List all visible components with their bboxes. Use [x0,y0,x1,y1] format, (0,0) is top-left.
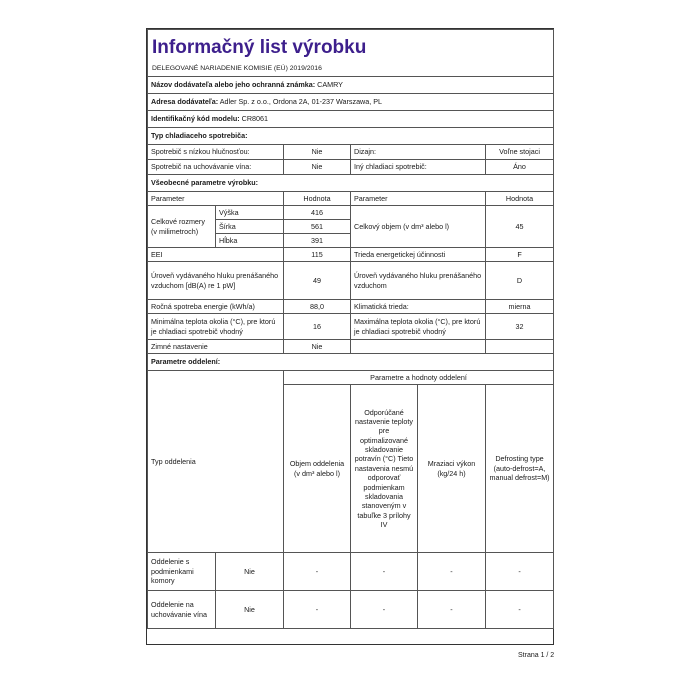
general-header-row [148,192,554,206]
other-appliance-value: Áno [486,160,554,175]
total-volume-label: Celkový objem (v dm³ alebo l) [351,206,486,248]
low-noise-value: Nie [284,145,351,160]
param-header-left: Parameter [148,192,284,206]
type-row [148,145,554,160]
width-label: Šírka [216,220,284,234]
regulation-text: DELEGOVANÉ NARIADENIE KOMISIE (EÚ) 2019/2016 [148,64,554,77]
energy-class-label: Trieda energetickej účinnosti [351,248,486,262]
design-label: Dizajn: [351,145,486,160]
supplier-name-label: Názov dodávateľa alebo jeho ochranná známka: [151,80,316,90]
compartment-volume: - [284,591,351,629]
depth-value: 391 [284,234,351,248]
annual-energy-label: Ročná spotreba energie (kWh/a) [148,300,284,314]
noise-db-label: Úroveň vydávaného hluku prenášaného vzduchom [dB(A) re 1 pW] [148,262,284,300]
compartment-present: Nie [216,591,284,629]
total-volume-value: 45 [486,206,554,248]
supplier-name-row [148,77,554,94]
noise-class-value: D [486,262,554,300]
compartment-params-header: Parametre a hodnoty oddelení [284,371,554,385]
model-value: CR8061 [241,114,269,124]
energy-class-value: F [486,248,554,262]
noise-class-label: Úroveň vydávaného hluku prenášaného vzduchom [351,262,486,300]
design-value: Voľne stojaci [486,145,554,160]
wine-storage-label: Spotrebič na uchovávanie vína: [148,160,284,175]
value-header-right: Hodnota [486,192,554,206]
compartment-freeze: - [418,591,486,629]
compartment-parameters-heading: Parametre oddelení: [148,354,554,371]
product-information-sheet [146,28,554,645]
compartment-temp: - [351,553,418,591]
compartment-volume-header: Objem oddelenia (v dm³ alebo l) [284,385,351,553]
supplier-address-label: Adresa dodávateľa: [151,97,219,107]
wine-storage-value: Nie [284,160,351,175]
appliance-type-label: Typ chladiaceho spotrebiča: [148,128,554,145]
noise-db-value: 49 [284,262,351,300]
compartment-freeze: - [418,553,486,591]
compartment-temp: - [351,591,418,629]
value-header-left: Hodnota [284,192,351,206]
compartment-name: Oddelenie na uchovávanie vína [148,591,216,629]
low-noise-label: Spotrebič s nízkou hlučnosťou: [148,145,284,160]
max-temp-label: Maximálna teplota okolia (°C), pre ktorú je chladiaci spotrebič vhodný [351,314,486,340]
min-temp-value: 16 [284,314,351,340]
empty-cell [486,340,554,354]
compartment-defrost: - [486,553,554,591]
eei-value: 115 [284,248,351,262]
eei-label: EEI [148,248,284,262]
param-header-right: Parameter [351,192,486,206]
width-value: 561 [284,220,351,234]
page-title: Informačný list výrobku [148,30,554,65]
annual-energy-value: 88,0 [284,300,351,314]
table-row [148,591,554,629]
dimensions-label: Celkové rozmery (v milimetroch) [148,206,216,248]
compartment-type-label: Typ oddelenia [148,371,284,553]
model-label: Identifikačný kód modelu: [151,114,240,124]
climate-class-value: mierna [486,300,554,314]
empty-cell [351,340,486,354]
height-label: Výška [216,206,284,220]
model-row [148,111,554,128]
table-row [148,553,554,591]
compartment-present: Nie [216,553,284,591]
max-temp-value: 32 [486,314,554,340]
compartment-defrost: - [486,591,554,629]
winter-setting-label: Zimné nastavenie [148,340,284,354]
compartment-defrost-header: Defrosting type (auto-defrost=A, manual defrost=M) [486,385,554,553]
compartment-freeze-header: Mraziaci výkon (kg/24 h) [418,385,486,553]
supplier-name-value: CAMRY [317,80,343,90]
supplier-address-value: Adler Sp. z o.o., Ordona 2A, 01-237 Warszawa, PL [219,97,383,107]
sheet-table [147,29,554,629]
compartment-temp-header: Odporúčané nastavenie teploty pre optimalizované skladovanie potravín (°C) Tieto nastavenia nesmú odporovať podmienkam skladovania stanoveným v tabuľke 3 prílohy IV [351,385,418,553]
winter-setting-value: Nie [284,340,351,354]
depth-label: Hĺbka [216,234,284,248]
climate-class-label: Klimatická trieda: [351,300,486,314]
page-number: Strana 1 / 2 [518,652,555,659]
type-row [148,160,554,175]
general-parameters-heading: Všeobecné parametre výrobku: [148,175,554,192]
supplier-address-row [148,94,554,111]
height-value: 416 [284,206,351,220]
compartment-name: Oddelenie s podmienkami komory [148,553,216,591]
other-appliance-label: Iný chladiaci spotrebič: [351,160,486,175]
min-temp-label: Minimálna teplota okolia (°C), pre ktorú je chladiaci spotrebič vhodný [148,314,284,340]
compartment-volume: - [284,553,351,591]
